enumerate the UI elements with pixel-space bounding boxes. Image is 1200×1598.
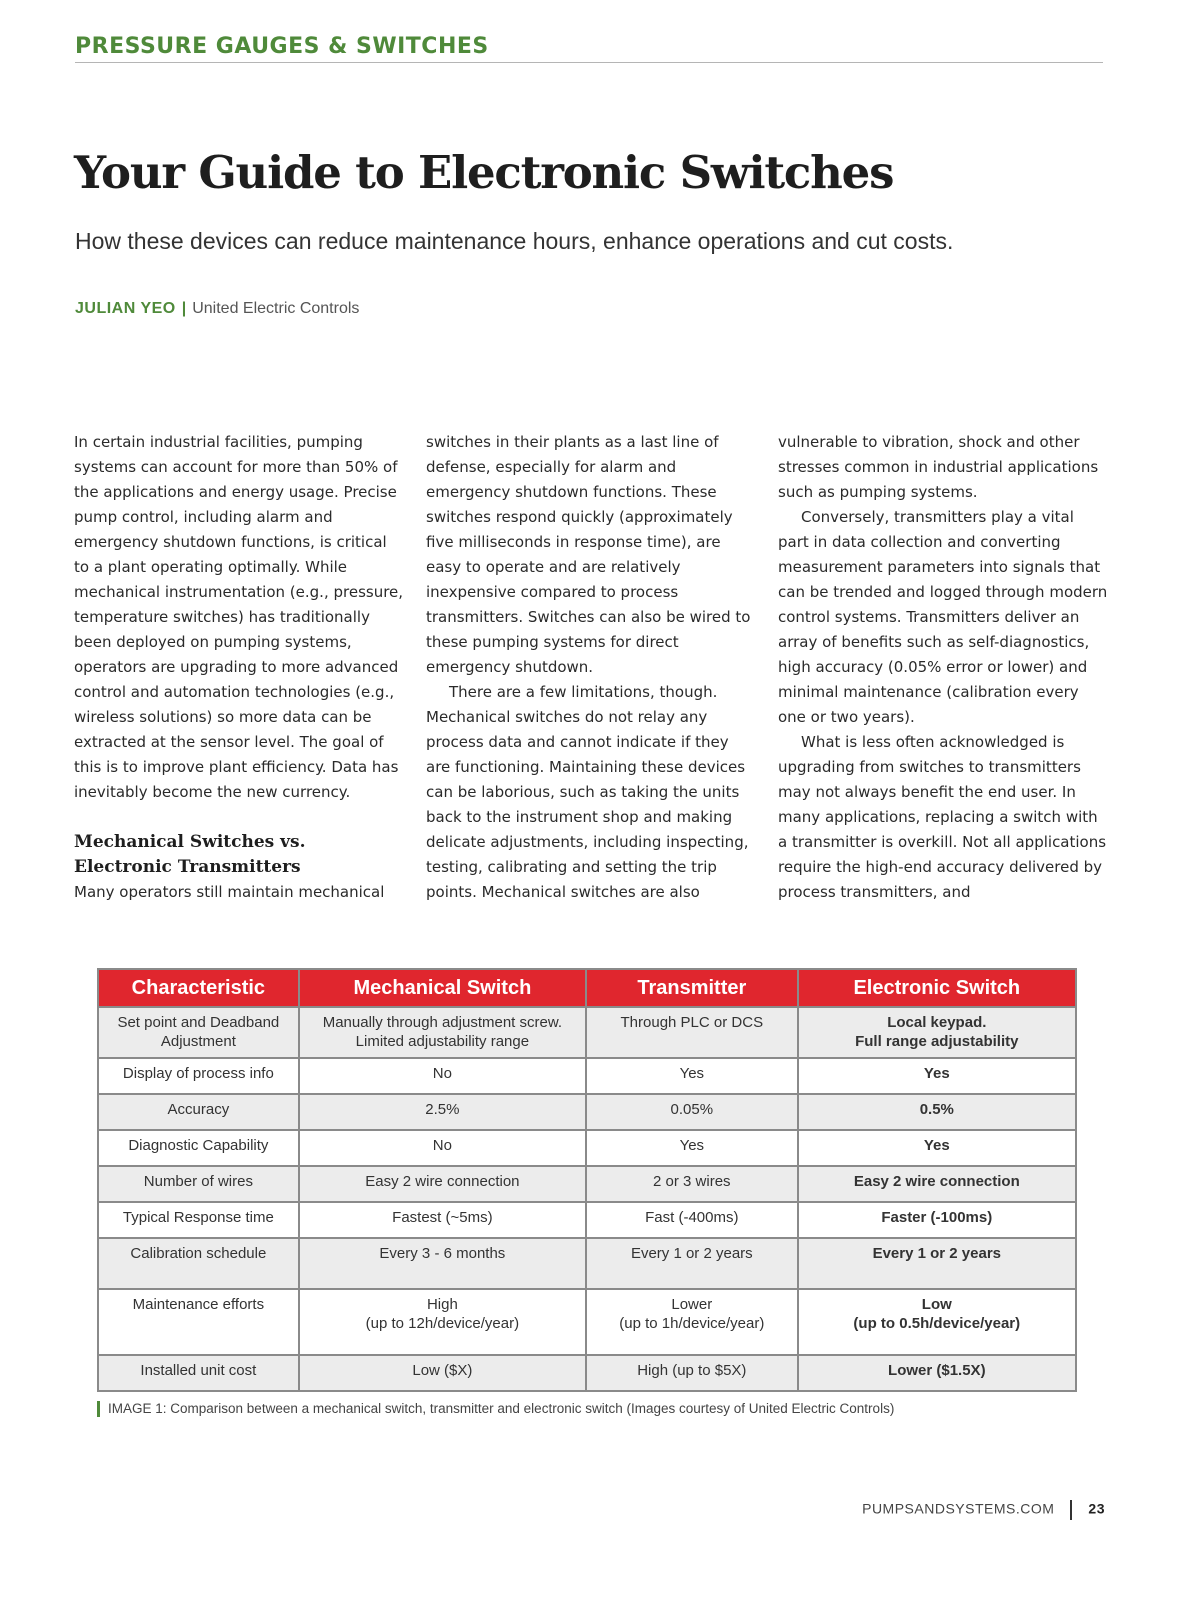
- table-cell: Number of wires: [98, 1166, 299, 1202]
- table-cell: [299, 1007, 586, 1058]
- cell-line: Through PLC or DCS: [620, 1014, 764, 1031]
- table-cell: Installed unit cost: [98, 1355, 299, 1391]
- author-name: JULIAN YEO: [75, 300, 176, 317]
- body-column-1: [74, 430, 404, 905]
- table-header-cell: Transmitter: [586, 969, 798, 1007]
- table-cell: [299, 1289, 586, 1355]
- byline: [75, 300, 359, 318]
- page-number: 23: [1088, 1500, 1105, 1517]
- table-row: [98, 1289, 1076, 1355]
- table-cell: Maintenance efforts: [98, 1289, 299, 1355]
- table-header-row: [98, 969, 1076, 1007]
- paragraph: There are a few limitations, though. Mechanical switches do not relay any process data and cannot indicate if they are functioning. Maintaining these devices can be laborious, such as taking the units back to the instrument shop and making delicate adjustments, including inspecting, testing, calibrating and setting the trip points. Mechanical switches are also: [426, 683, 749, 901]
- table-row: [98, 1058, 1076, 1094]
- footer-site: PUMPSANDSYSTEMS.COM: [862, 1500, 1055, 1517]
- table-cell: [98, 1007, 299, 1058]
- table-cell: Calibration schedule: [98, 1238, 299, 1289]
- table-cell: Fastest (~5ms): [299, 1202, 586, 1238]
- table-row: [98, 1355, 1076, 1391]
- table-cell: High (up to $5X): [586, 1355, 798, 1391]
- table-cell: [586, 1289, 798, 1355]
- cell-line: Local keypad.: [887, 1014, 987, 1031]
- table-cell: Yes: [798, 1058, 1076, 1094]
- cell-line: Low: [921, 1296, 952, 1313]
- table-row: [98, 1238, 1076, 1289]
- paragraph: What is less often acknowledged is upgrading from switches to transmitters may not always benefit the end user. In many applications, replacing a switch with a transmitter is overkill. Not all applications require the high-end accuracy delivered by process transmitters, and: [778, 733, 1107, 901]
- table-cell: Lower ($1.5X): [798, 1355, 1076, 1391]
- table-header-cell: Characteristic: [98, 969, 299, 1007]
- cell-line: (up to 12h/device/year): [365, 1315, 520, 1332]
- table-cell: No: [299, 1130, 586, 1166]
- table-cell: [798, 1289, 1076, 1355]
- cell-line: Adjustment: [160, 1033, 236, 1050]
- table-cell: Low ($X): [299, 1355, 586, 1391]
- paragraph: Many operators still maintain mechanical: [74, 883, 385, 901]
- table-cell: Display of process info: [98, 1058, 299, 1094]
- table-cell: 2 or 3 wires: [586, 1166, 798, 1202]
- table-cell: 0.5%: [798, 1094, 1076, 1130]
- table-cell: Easy 2 wire connection: [798, 1166, 1076, 1202]
- table-row: [98, 1166, 1076, 1202]
- table-cell: Easy 2 wire connection: [299, 1166, 586, 1202]
- body-column-3: [778, 430, 1108, 905]
- article-title: Your Guide to Electronic Switches: [74, 146, 894, 199]
- footer-divider: [1070, 1500, 1072, 1520]
- table-row: [98, 1007, 1076, 1058]
- table-cell: Every 1 or 2 years: [586, 1238, 798, 1289]
- table-cell: Diagnostic Capability: [98, 1130, 299, 1166]
- article-subtitle: How these devices can reduce maintenance hours, enhance operations and cut costs.: [75, 228, 954, 254]
- cell-line: Limited adjustability range: [355, 1033, 530, 1050]
- comparison-table: [97, 968, 1077, 1392]
- cell-line: Manually through adjustment screw.: [322, 1014, 563, 1031]
- table-cell: Faster (-100ms): [798, 1202, 1076, 1238]
- cell-line: Set point and Deadband: [117, 1014, 280, 1031]
- body-column-2: [426, 430, 756, 905]
- table-cell: [586, 1007, 798, 1058]
- table-row: [98, 1202, 1076, 1238]
- paragraph: vulnerable to vibration, shock and other stresses common in industrial applications such as pumping systems.: [778, 433, 1099, 501]
- table-cell: Yes: [586, 1130, 798, 1166]
- section-heading-line-2: Electronic Transmitters: [74, 857, 301, 877]
- table-cell: Yes: [586, 1058, 798, 1094]
- table-cell: Typical Response time: [98, 1202, 299, 1238]
- table-cell: 0.05%: [586, 1094, 798, 1130]
- section-heading-line-1: Mechanical Switches vs.: [74, 832, 306, 852]
- table-cell: Fast (-400ms): [586, 1202, 798, 1238]
- author-organization: United Electric Controls: [192, 300, 360, 317]
- table-cell: Every 3 - 6 months: [299, 1238, 586, 1289]
- byline-separator: |: [181, 300, 187, 317]
- cell-line: (up to 1h/device/year): [619, 1315, 765, 1332]
- table-cell: [798, 1007, 1076, 1058]
- cell-line: Full range adjustability: [855, 1033, 1019, 1050]
- paragraph: Conversely, transmitters play a vital part in data collection and converting measurement parameters into signals that can be trended and logged through modern control systems. Transmitters deliver an array of benefits such as self-diagnostics, high accuracy (0.05% error or lower) and minimal maintenance (calibration every one or two years).: [778, 508, 1108, 726]
- page-footer: [862, 1500, 1105, 1520]
- paragraph: In certain industrial facilities, pumping systems can account for more than 50% of the applications and energy usage. Precise pump control, including alarm and emergency shutdown functions, is critical to a plant operating optimally. While mechanical instrumentation (e.g., pressure, temperature switches) has traditionally been deployed on pumping systems, operators are upgrading to more advanced control and automation technologies (e.g., wireless solutions) so more data can be extracted at the sensor level. The goal of this is to improve plant efficiency. Data has inevitably become the new currency.: [74, 433, 404, 801]
- paragraph: switches in their plants as a last line of defense, especially for alarm and emergency shutdown functions. These switches respond quickly (approximately five milliseconds in response time), are easy to operate and are relatively inexpensive compared to process transmitters. Switches can also be wired to these pumping systems for direct emergency shutdown.: [426, 433, 751, 676]
- table-header-cell: Electronic Switch: [798, 969, 1076, 1007]
- cell-line: (up to 0.5h/device/year): [853, 1315, 1021, 1332]
- table-cell: Every 1 or 2 years: [798, 1238, 1076, 1289]
- section-heading: [74, 830, 404, 880]
- table-cell: No: [299, 1058, 586, 1094]
- section-label: PRESSURE GAUGES & SWITCHES: [75, 34, 489, 59]
- image-caption: IMAGE 1: Comparison between a mechanical switch, transmitter and electronic switch (Images courtesy of United Electric Controls): [97, 1401, 894, 1417]
- cell-line: High: [426, 1296, 458, 1313]
- cell-line: Lower: [671, 1296, 713, 1313]
- table-header-cell: Mechanical Switch: [299, 969, 586, 1007]
- table-row: [98, 1130, 1076, 1166]
- table-row: [98, 1094, 1076, 1130]
- table-cell: Yes: [798, 1130, 1076, 1166]
- table-cell: Accuracy: [98, 1094, 299, 1130]
- table-cell: 2.5%: [299, 1094, 586, 1130]
- header-divider: [75, 62, 1103, 63]
